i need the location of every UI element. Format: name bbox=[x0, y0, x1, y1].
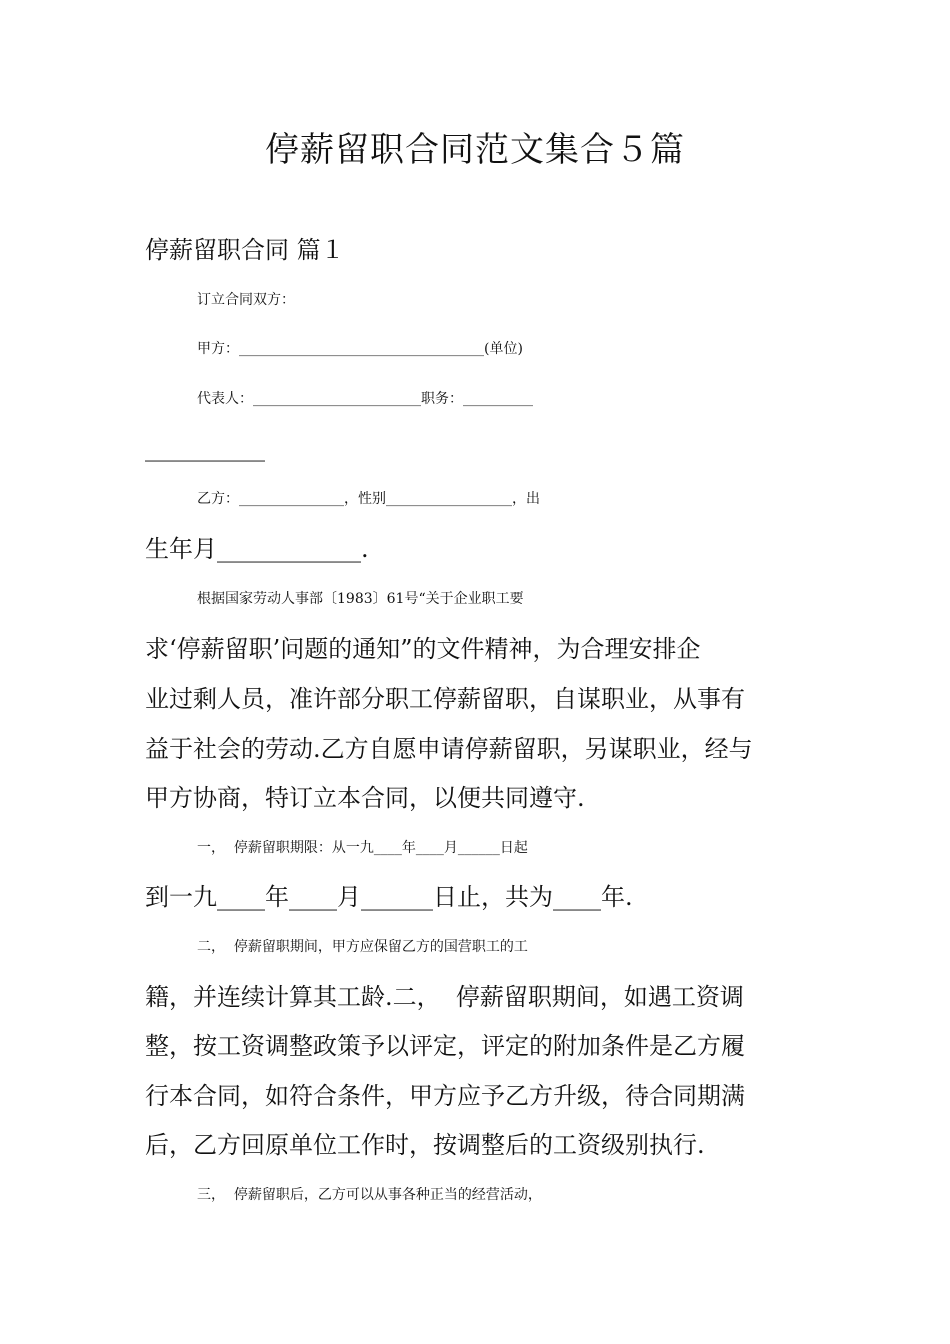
text-line: 一， 停薪留职期限：从一九____年____月______日起 bbox=[197, 840, 528, 856]
text-line: 代表人：________________________职务：__________ bbox=[197, 391, 533, 407]
text-line: 到一九____年____月______日止，共为____年. bbox=[145, 883, 633, 911]
text-line: 后，乙方回原单位工作时，按调整后的工资级别执行. bbox=[145, 1131, 705, 1159]
text-line: __________ bbox=[145, 434, 265, 462]
document-title: 停薪留职合同范文集合５篇 bbox=[265, 130, 685, 170]
text-line: 根据国家劳动人事部〔1983〕61号“关于企业职工要 bbox=[197, 591, 524, 607]
text-line: 籍，并连续计算其工龄.二， 停薪留职期间，如遇工资调 bbox=[145, 983, 744, 1011]
section-heading: 停薪留职合同 篇１ bbox=[145, 236, 345, 264]
text-line: 生年月____________. bbox=[145, 535, 369, 563]
text-line: 三， 停薪留职后，乙方可以从事各种正当的经营活动， bbox=[197, 1187, 542, 1203]
text-line: 订立合同双方： bbox=[197, 292, 295, 308]
text-line: 益于社会的劳动.乙方自愿申请停薪留职，另谋职业，经与 bbox=[145, 735, 753, 763]
text-line: 整，按工资调整政策予以评定，评定的附加条件是乙方履 bbox=[145, 1032, 745, 1060]
text-line: 业过剩人员，准许部分职工停薪留职，自谋职业，从事有 bbox=[145, 685, 745, 713]
text-line: 二， 停薪留职期间，甲方应保留乙方的国营职工的工 bbox=[197, 939, 528, 955]
text-line: 求‘停薪留职’问题的通知”的文件精神，为合理安排企 bbox=[145, 635, 701, 663]
text-line: 甲方：___________________________________(单位) bbox=[197, 341, 523, 357]
text-line: 乙方：_______________，性别__________________，出 bbox=[197, 491, 540, 507]
text-line: 甲方协商，特订立本合同，以便共同遵守. bbox=[145, 784, 585, 812]
text-line: 行本合同，如符合条件，甲方应予乙方升级，待合同期满 bbox=[145, 1082, 745, 1110]
